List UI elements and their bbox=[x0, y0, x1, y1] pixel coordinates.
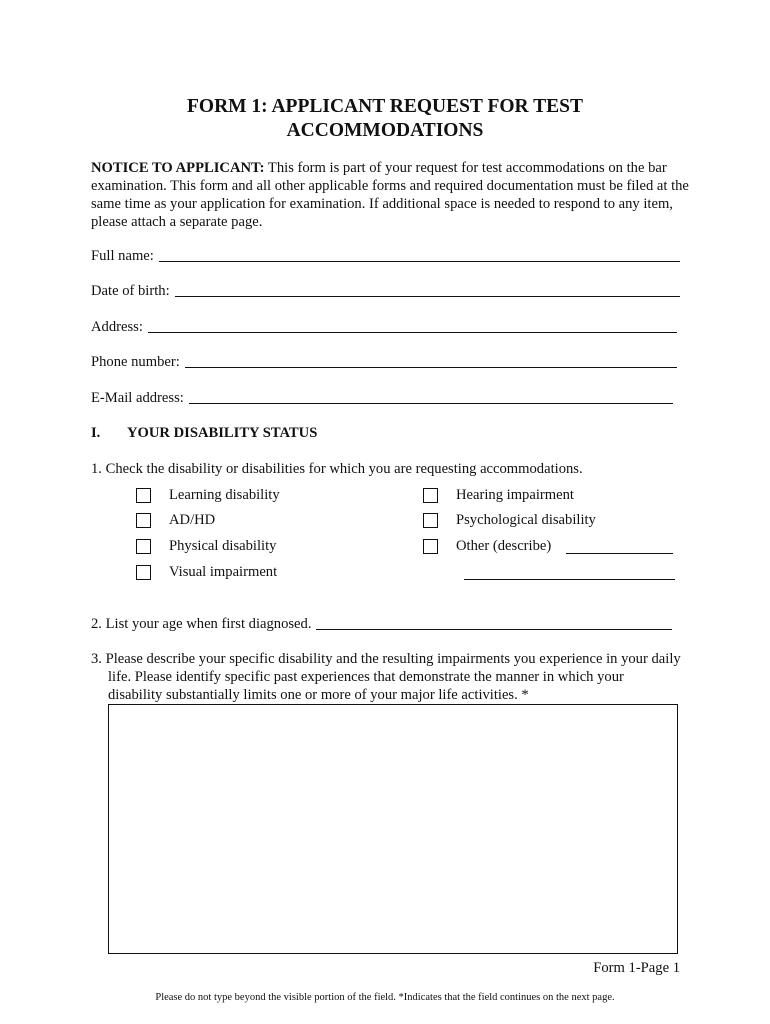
q2-label: 2. List your age when first diagnosed. bbox=[91, 616, 312, 632]
section-title: YOUR DISABILITY STATUS bbox=[127, 425, 318, 441]
notice-text: This form is part of your request for test accommodations on the bar examination. This form and all other applicable forms and required documentation must be filed at the same time as your application for examination. If additional space is needed to respond to any item, please attach a separate page. bbox=[91, 160, 689, 230]
address-label: Address: bbox=[91, 319, 143, 335]
checkbox-label: Hearing impairment bbox=[456, 487, 574, 503]
question-3-text: 3. Please describe your specific disability and the resulting impairments you experience in your daily life. Please identify specific past experiences that demonstrate the manner in which your disability substantially limits one or more of your major life activities. * bbox=[91, 651, 681, 703]
phone-label: Phone number: bbox=[91, 354, 180, 370]
checkbox-label: Visual impairment bbox=[169, 564, 278, 580]
age-diagnosed-field[interactable] bbox=[316, 615, 672, 630]
other-describe-field-2[interactable] bbox=[464, 579, 675, 580]
checkbox-learning-disability[interactable] bbox=[136, 486, 280, 504]
email-label: E-Mail address: bbox=[91, 390, 184, 406]
checkbox-box[interactable] bbox=[423, 513, 438, 528]
footer-note: Please do not type beyond the visible portion of the field. *Indicates that the field continues on the next page. bbox=[155, 992, 615, 1003]
checkbox-label: Learning disability bbox=[169, 487, 280, 503]
checkbox-physical-disability[interactable] bbox=[136, 537, 276, 555]
question-3 bbox=[91, 650, 681, 704]
phone-field[interactable] bbox=[185, 353, 677, 368]
checkbox-box[interactable] bbox=[136, 488, 151, 503]
form-title-line1: FORM 1: APPLICANT REQUEST FOR TEST bbox=[186, 96, 584, 117]
full-name-label: Full name: bbox=[91, 248, 154, 264]
checkbox-label: Psychological disability bbox=[456, 512, 596, 528]
page-number: Form 1-Page 1 bbox=[593, 960, 680, 976]
email-row bbox=[91, 387, 673, 407]
dob-label: Date of birth: bbox=[91, 283, 170, 299]
checkbox-label: AD/HD bbox=[169, 512, 216, 528]
form-title-line2: ACCOMMODATIONS bbox=[286, 120, 484, 141]
phone-row bbox=[91, 351, 677, 371]
section-heading bbox=[91, 424, 317, 442]
disability-description-textarea[interactable] bbox=[108, 704, 678, 954]
other-describe-field[interactable] bbox=[566, 553, 673, 554]
address-field[interactable] bbox=[148, 318, 677, 333]
notice-paragraph bbox=[91, 159, 691, 231]
dob-row bbox=[91, 280, 680, 300]
full-name-row bbox=[91, 245, 680, 265]
checkbox-visual-impairment[interactable] bbox=[136, 563, 277, 581]
checkbox-box[interactable] bbox=[136, 539, 151, 554]
checkbox-other[interactable] bbox=[423, 537, 551, 555]
checkbox-adhd[interactable] bbox=[136, 511, 215, 529]
question-1: 1. Check the disability or disabilities for which you are requesting accommodations. bbox=[91, 461, 583, 477]
address-row bbox=[91, 316, 677, 336]
checkbox-box[interactable] bbox=[423, 539, 438, 554]
checkbox-box[interactable] bbox=[423, 488, 438, 503]
notice-lead: NOTICE TO APPLICANT: bbox=[91, 160, 265, 176]
checkbox-label: Physical disability bbox=[169, 538, 277, 554]
checkbox-label: Other (describe) bbox=[456, 538, 552, 554]
checkbox-box[interactable] bbox=[136, 565, 151, 580]
full-name-field[interactable] bbox=[159, 247, 680, 262]
dob-field[interactable] bbox=[175, 282, 680, 297]
section-number: I. bbox=[91, 425, 101, 441]
checkbox-box[interactable] bbox=[136, 513, 151, 528]
checkbox-psychological-disability[interactable] bbox=[423, 511, 596, 529]
q2-row bbox=[91, 613, 672, 633]
form-title bbox=[90, 95, 680, 143]
checkbox-hearing-impairment[interactable] bbox=[423, 486, 574, 504]
email-field[interactable] bbox=[189, 389, 673, 404]
